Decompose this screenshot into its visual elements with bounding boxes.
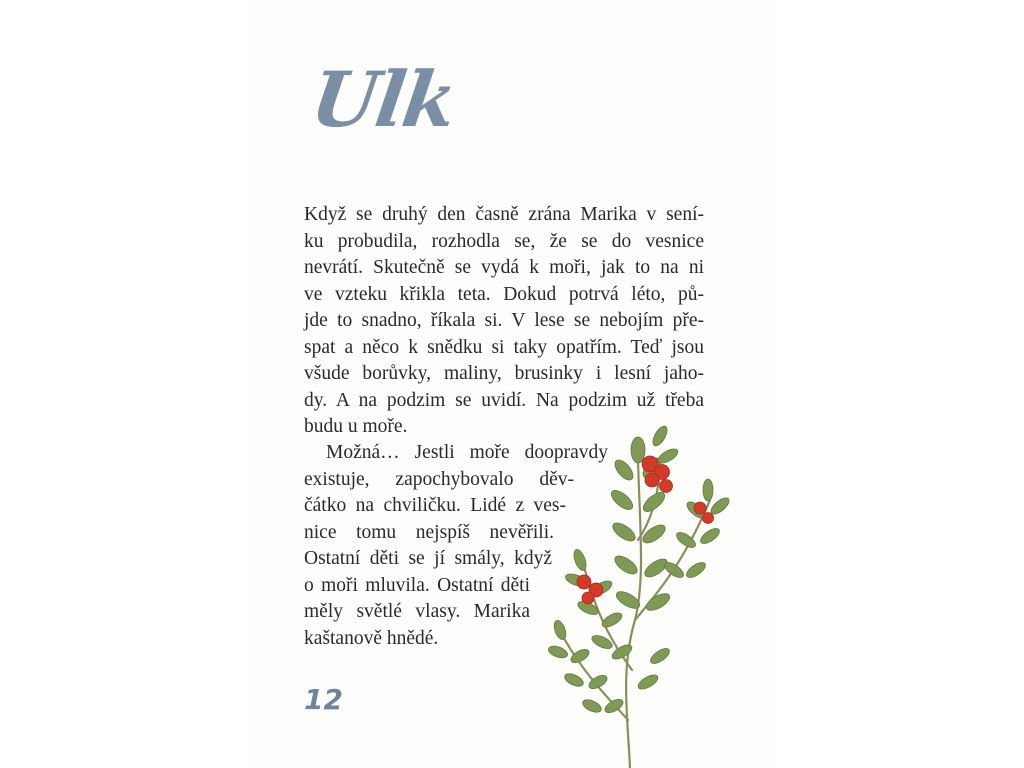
text-line: kaštanově hnědé. xyxy=(304,627,439,649)
text-line: dy. A na podzim se uvidí. Na podzim už třeba xyxy=(304,389,704,411)
text-line: budu u moře. xyxy=(304,416,408,437)
text-line: o moři mluvila. Ostatní děti xyxy=(304,574,530,596)
text-line: Když se druhý den časně zrána Marika v sení- xyxy=(304,204,704,225)
lingonberry-sprig-icon xyxy=(540,420,750,768)
text-line: měly světlé vlasy. Marika xyxy=(304,601,530,622)
paragraph-1 xyxy=(304,202,704,441)
text-line: ve vzteku křikla teta. Dokud potrvá léto, pů- xyxy=(304,283,704,305)
text-line: spat a něco k snědku si taky opatřím. Teď jsou xyxy=(304,336,704,358)
text-line: Možná… Jestli moře doopravdy xyxy=(326,442,608,463)
text-line: Ostatní děti se jí smály, když xyxy=(304,548,552,569)
text-line: nevrátí. Skutečně se vydá k moři, jak to na ni xyxy=(304,257,704,278)
text-line: všude borůvky, maliny, brusinky i lesní jaho- xyxy=(304,363,704,384)
chapter-title: Ulk xyxy=(305,55,461,144)
text-line: nice tomu nejspíš nevěřili. xyxy=(304,521,554,543)
text-line: jde to snadno, říkala si. V lese se nebojím pře- xyxy=(304,310,704,331)
text-line: ku probudila, rozhodla se, že se do vesnice xyxy=(304,230,704,252)
page-number: 12 xyxy=(304,683,343,716)
text-line: existuje, zapochybovalo děv- xyxy=(304,468,574,490)
text-line: čátko na chviličku. Lidé z ves- xyxy=(304,495,566,516)
